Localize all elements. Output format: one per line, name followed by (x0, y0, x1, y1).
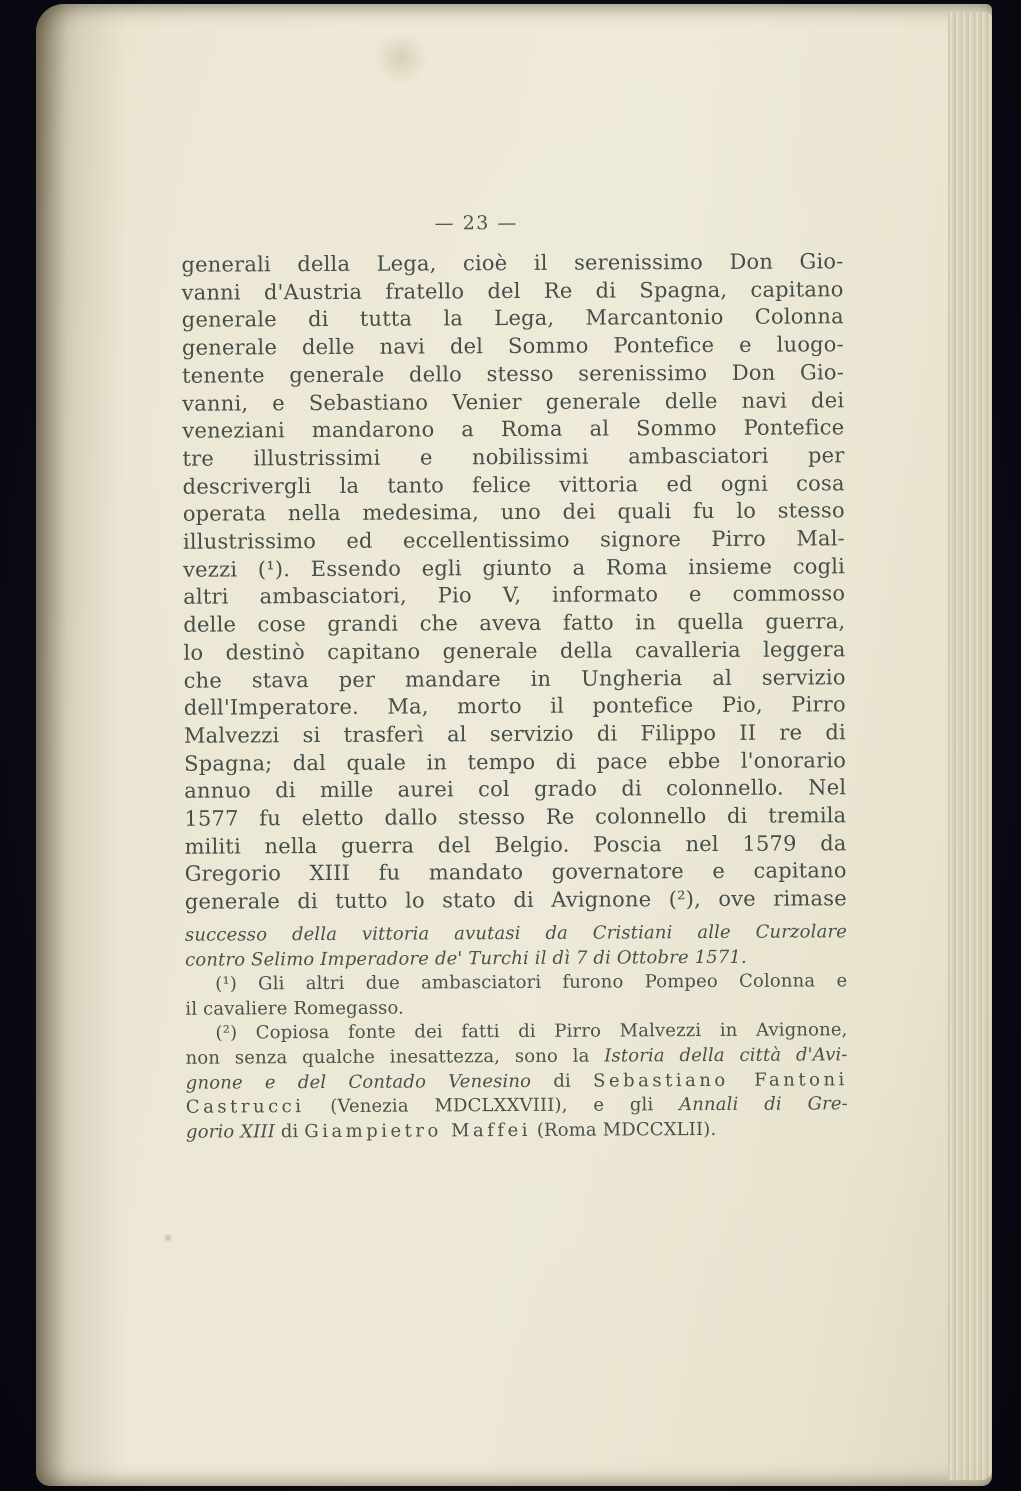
text-line: dell'Imperatore. Ma, morto il pontefice Pio, Pirro (183, 692, 846, 720)
text-line: operata nella medesima, uno dei quali fu lo stesso (182, 498, 845, 527)
text-line: gorio XIII di Giampietro Maffei (Roma MDCCXLII). (185, 1118, 717, 1143)
text-line: descrivergli la tanto felice vittoria ed ogni cosa (182, 470, 845, 499)
text-line: veneziani mandarono a Roma al Sommo Pontefice (182, 415, 845, 443)
text-line: (²) Copiosa fonte dei fatti di Pirro Malvezzi in Avignone, (215, 1019, 848, 1044)
text-line: illustrissimo ed eccellentissimo signore Pirro Mal- (182, 526, 845, 554)
text-line: lo destinò capitano generale della cavalleria leggera (183, 637, 846, 665)
text-line: contro Selimo Imperadore de' Turchi il dì 7 di Ottobre 1571. (185, 946, 747, 971)
text-line: Malvezzi si trasferì al servizio di Filippo II re di (183, 720, 847, 748)
text-line: generali della Lega, cioè il serenissimo Don Gio- (181, 249, 844, 277)
text-line: vezzi (¹). Essendo egli giunto a Roma insieme cogli (183, 553, 846, 582)
text-line: generale di tutto lo stato di Avignone (²), ove rimase (184, 886, 847, 914)
text-line: 1577 fu eletto dallo stesso Re colonnello di tremila (184, 803, 847, 831)
text-line: delle cose grandi che aveva fatto in quella guerra, (183, 609, 846, 637)
text-line: vanni d'Austria fratello del Re di Spagna, capitano (181, 276, 844, 305)
text-line: militi nella guerra del Belgio. Poscia nel 1579 da (184, 831, 847, 859)
text-line: (¹) Gli altri due ambasciatori furono Pompeo Colonna e (215, 970, 848, 995)
page-number: — 23 — (434, 211, 518, 235)
text-line: non senza qualche inesattezza, sono la Istoria della città d'Avi- (185, 1044, 848, 1069)
text-line: annuo di mille aurei col grado di colonnello. Nel (184, 775, 847, 804)
text-line: successo della vittoria avutasi da Cristiani alle Curzolare (184, 921, 848, 946)
text-line: che stava per mandare in Ungheria al servizio (183, 664, 846, 693)
printed-text-layer (32, 2, 996, 1489)
text-line: Gregorio XIII fu mandato governatore e capitano (184, 858, 847, 887)
footnotes (185, 920, 848, 1145)
body-text (181, 248, 846, 916)
text-line: altri ambasciatori, Pio V, informato e commosso (183, 581, 846, 610)
text-line: tre illustrissimi e nobilissimi ambasciatori per (182, 443, 845, 471)
book-page (36, 4, 992, 1486)
text-line: tenente generale dello stesso serenissimo Don Gio- (181, 360, 845, 388)
text-line: generale di tutta la Lega, Marcantonio Colonna (181, 304, 844, 333)
text-line: generale delle navi del Sommo Pontefice e luogo- (181, 332, 844, 360)
text-line: vanni, e Sebastiano Venier generale delle navi dei (182, 387, 845, 416)
text-line: Spagna; dal quale in tempo di pace ebbe l'onorario (184, 747, 847, 776)
text-line: gnone e del Contado Venesino di Sebastiano Fantoni (185, 1068, 848, 1094)
text-line: il cavaliere Romegasso. (185, 997, 405, 1020)
text-line: Castrucci (Venezia MDCLXXVIII), e gli Annali di Gre- (185, 1093, 848, 1118)
